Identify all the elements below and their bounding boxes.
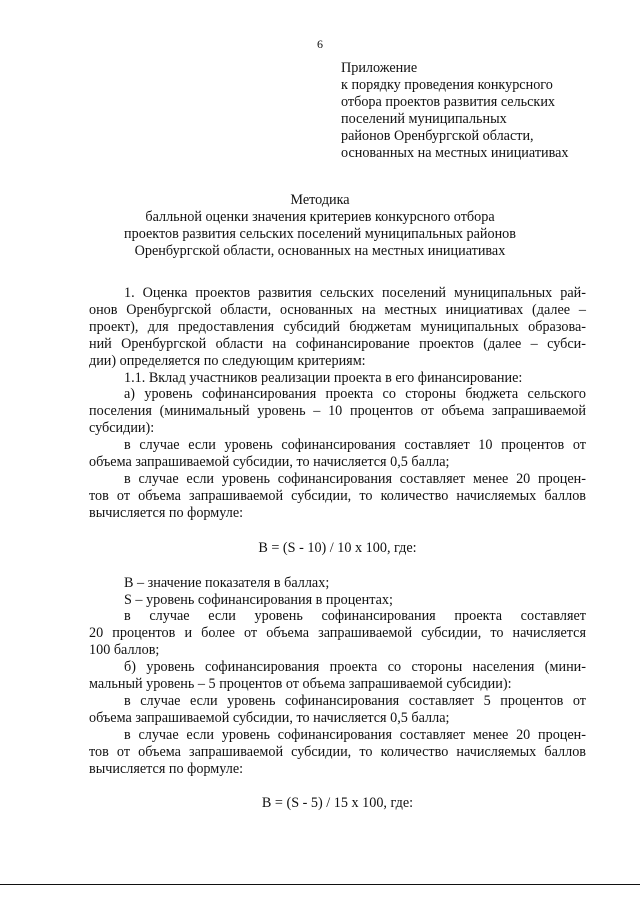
paragraph-line: дии) определяется по следующим критериям: [89, 352, 366, 369]
paragraph-line: тов от объема запрашиваемой субсидии, то количество начисляемых баллов [89, 487, 586, 504]
paragraph-line: вычисляется по формуле: [89, 504, 244, 521]
paragraph-line: мальный уровень – 5 процентов от объема запрашиваемой субсидии): [89, 676, 512, 693]
methodology-subtitle-line: Оренбургской области, основанных на местных инициативах [134, 242, 506, 259]
methodology-title: Методика [290, 192, 350, 208]
paragraph-line: проект), для предоставления субсидий бюджетам муниципальных образова- [89, 318, 586, 335]
formula: B = (S - 10) / 10 x 100, где: [258, 539, 417, 556]
appendix-line: основанных на местных инициативах [341, 144, 569, 161]
paragraph-line: 1. Оценка проектов развития сельских поселений муниципальных рай- [124, 285, 586, 301]
definition-b: B – значение показателя в баллах; [124, 574, 330, 591]
paragraph-line: в случае если уровень софинансирования составляет менее 20 процен- [124, 470, 586, 487]
paragraph-line: в случае если уровень софинансирования составляет 5 процентов от [124, 692, 586, 709]
appendix-line: к порядку проведения конкурсного [341, 76, 553, 93]
appendix-title: Приложение [341, 60, 418, 76]
paragraph-line: в случае если уровень софинансирования проекта составляет [124, 608, 586, 625]
paragraph-line: субсидии): [89, 420, 155, 437]
paragraph-line: а) уровень софинансирования проекта со стороны бюджета сельского [124, 386, 586, 403]
appendix-block [341, 60, 631, 161]
paragraph-line: объема запрашиваемой субсидии, то начисляется 0,5 балла; [89, 454, 450, 471]
paragraph-line: в случае если уровень софинансирования составляет 10 процентов от [124, 437, 586, 454]
methodology-subtitle-line: проектов развития сельских поселений муниципальных районов [124, 225, 516, 242]
methodology-heading [0, 192, 640, 260]
paragraph-line: ний Оренбургской области на софинансирование проектов (далее – субси- [89, 335, 586, 352]
paragraph-line: 20 процентов и более от объема запрашиваемой субсидии, то начисляется [89, 625, 586, 642]
formula: B = (S - 5) / 15 x 100, где: [261, 795, 414, 812]
paragraph-line: 100 баллов; [89, 642, 160, 659]
document-body [89, 285, 586, 830]
paragraph-line: онов Оренбургской области, основанных на местных инициативах (далее – [89, 301, 586, 318]
appendix-line: поселений муниципальных [341, 110, 507, 127]
paragraph-line: вычисляется по формуле: [89, 760, 244, 777]
definition-s: S – уровень софинансирования в процентах; [124, 591, 393, 608]
paragraph-line: в случае если уровень софинансирования составляет менее 20 процен- [124, 726, 586, 743]
page-number: 6 [317, 37, 323, 51]
bottom-rule [0, 884, 640, 885]
paragraph-line: поселения (минимальный уровень – 10 процентов от объема запрашиваемой [89, 403, 586, 420]
paragraph-line: объема запрашиваемой субсидии, то начисляется 0,5 балла; [89, 709, 450, 726]
appendix-line: районов Оренбургской области, [341, 127, 534, 144]
paragraph-line: б) уровень софинансирования проекта со стороны населения (мини- [124, 659, 586, 676]
appendix-line: отбора проектов развития сельских [341, 93, 556, 110]
paragraph-line: тов от объема запрашиваемой субсидии, то количество начисляемых баллов [89, 743, 586, 760]
methodology-subtitle-line: балльной оценки значения критериев конкурсного отбора [145, 208, 495, 225]
section-heading: 1.1. Вклад участников реализации проекта в его финансирование: [124, 369, 523, 386]
